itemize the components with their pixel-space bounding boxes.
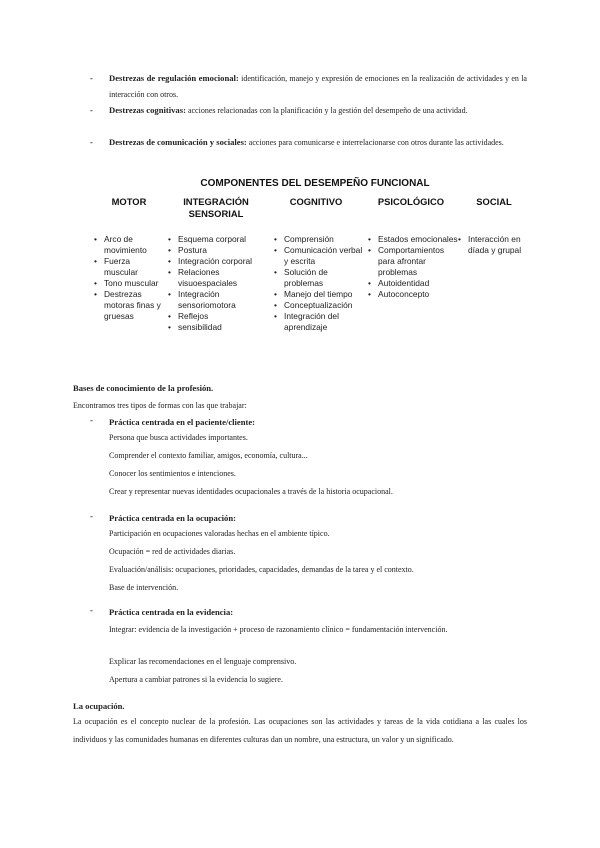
list-item: • Autoconcepto bbox=[368, 289, 460, 300]
list-item: • Fuerza muscular bbox=[94, 256, 164, 278]
group-title-paciente: Práctica centrada en el paciente/cliente: bbox=[109, 417, 256, 427]
list-item: • Destrezas motoras finas y gruesas bbox=[94, 289, 164, 322]
list-item: • Comprensión bbox=[274, 234, 366, 245]
figure-title: COMPONENTES DEL DESEMPEÑO FUNCIONAL bbox=[200, 178, 430, 189]
list-item: • Relaciones visuoespaciales bbox=[168, 267, 268, 289]
bullet-term: Destrezas de comunicación y sociales: bbox=[109, 137, 247, 147]
bullet-text: acciones para comunicarse e interrelacionarse con otros durante las actividades. bbox=[246, 138, 504, 147]
list-item: • Manejo del tiempo bbox=[274, 289, 366, 300]
bullet-term: Destrezas de regulación emocional: bbox=[109, 73, 239, 83]
col-list-integracion bbox=[168, 234, 268, 333]
col-list-psicologico bbox=[368, 234, 460, 300]
bullet-comunicacion bbox=[109, 134, 527, 151]
list-item: • sensibilidad bbox=[168, 322, 268, 333]
bullet-regulacion-emocional bbox=[109, 70, 527, 103]
bullet-cognitivas bbox=[109, 102, 527, 119]
group-line: Comprender el contexto familiar, amigos, economía, cultura... bbox=[109, 451, 308, 460]
group-line: Apertura a cambiar patrones si la evidencia lo sugiere. bbox=[109, 675, 283, 684]
bullet-text: acciones relacionadas con la planificación y la gestión del desempeño de una actividad. bbox=[185, 106, 468, 115]
list-item: • Integración sensoriomotora bbox=[168, 289, 268, 311]
section-heading-bases: Bases de conocimiento de la profesión. bbox=[73, 383, 214, 393]
col-list-cognitivo bbox=[274, 234, 366, 333]
col-header-integracion: INTEGRACIÓN SENSORIAL bbox=[183, 196, 249, 219]
bullet-marker: - bbox=[90, 415, 93, 425]
ocupacion-paragraph: La ocupación es el concepto nuclear de la profesión. Las ocupaciones son las actividades y tareas de la vida cotidiana a las cuales los individuos y las comunidades humanas en diferentes culturas dan un nombre, una estructura, un valor y un significado. bbox=[73, 717, 527, 744]
col-list-motor bbox=[94, 234, 164, 322]
list-item: • Autoidentidad bbox=[368, 278, 460, 289]
bullet-marker: - bbox=[90, 73, 93, 83]
group-line: Evaluación/análisis: ocupaciones, prioridades, capacidades, demandas de la tarea y el contexto. bbox=[109, 565, 414, 574]
list-item: • Esquema corporal bbox=[168, 234, 268, 245]
col-header-psicologico: PSICOLÓGICO bbox=[377, 196, 445, 207]
list-item: • Tono muscular bbox=[94, 278, 164, 289]
group-line: Conocer los sentimientos e intenciones. bbox=[109, 469, 236, 478]
group-line: Integrar: evidencia de la investigación + proceso de razonamiento clínico = fundamentación intervención. bbox=[109, 625, 448, 634]
group-line: Crear y representar nuevas identidades ocupacionales a través de la historia ocupacional. bbox=[109, 487, 393, 496]
col-header-motor: MOTOR bbox=[111, 196, 147, 207]
group-title-ocupacion: Práctica centrada en la ocupación: bbox=[109, 513, 236, 523]
list-item: • Interacción en díada y grupal bbox=[458, 234, 532, 256]
list-item: • Estados emocionales bbox=[368, 234, 460, 245]
group-line: Ocupación = red de actividades diarias. bbox=[109, 547, 236, 556]
group-line: Participación en ocupaciones valoradas hechas en el ambiente típico. bbox=[109, 529, 330, 538]
bullet-marker: - bbox=[90, 605, 93, 615]
col-list-social bbox=[458, 234, 532, 256]
bullet-marker: - bbox=[90, 511, 93, 521]
bases-intro: Encontramos tres tipos de formas con las que trabajar: bbox=[73, 401, 247, 410]
section-heading-ocupacion: La ocupación. bbox=[73, 701, 125, 711]
list-item: • Solución de problemas bbox=[274, 267, 366, 289]
col-header-cognitivo: COGNITIVO bbox=[289, 196, 343, 207]
list-item: • Postura bbox=[168, 245, 268, 256]
list-item: • Reflejos bbox=[168, 311, 268, 322]
bullet-term: Destrezas cognitivas: bbox=[109, 105, 186, 115]
group-line: Persona que busca actividades importantes. bbox=[109, 433, 248, 442]
bullet-marker: - bbox=[90, 137, 93, 147]
components-figure bbox=[100, 178, 530, 348]
col-header-social: SOCIAL bbox=[476, 196, 512, 207]
list-item: • Arco de movimiento bbox=[94, 234, 164, 256]
list-item: • Comportamientos para afrontar problemas bbox=[368, 245, 460, 278]
list-item: • Comunicación verbal y escrita bbox=[274, 245, 366, 267]
list-item: • Conceptualización bbox=[274, 300, 366, 311]
bullet-marker: - bbox=[90, 105, 93, 115]
list-item: • Integración corporal bbox=[168, 256, 268, 267]
bullet-text: identificación, manejo y expresión de emociones en la realización de actividades y en la interacción con otros. bbox=[109, 74, 527, 99]
group-title-evidencia: Práctica centrada en la evidencia: bbox=[109, 607, 234, 617]
group-line: Base de intervención. bbox=[109, 583, 179, 592]
list-item: • Integración del aprendizaje bbox=[274, 311, 366, 333]
group-line: Explicar las recomendaciones en el lenguaje comprensivo. bbox=[109, 657, 297, 666]
